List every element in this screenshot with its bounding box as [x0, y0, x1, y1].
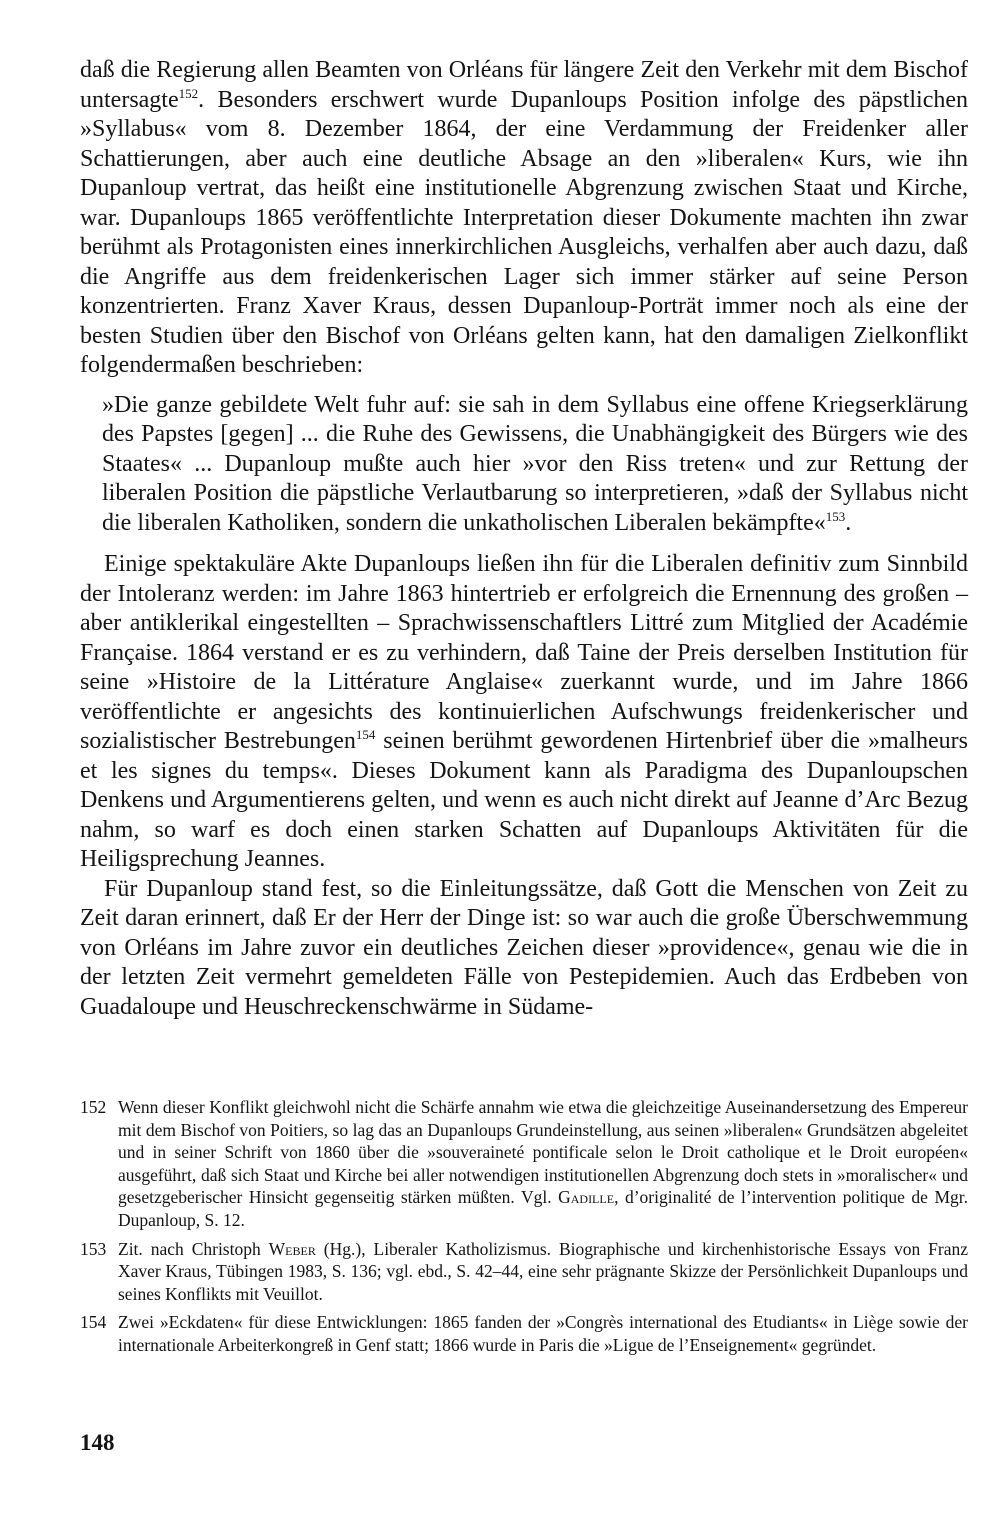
- paragraph-2-text-b: seinen berühmt gewordenen Hirtenbrief über die »malheurs et les signes du temps«. Dieses Dokument kann als Paradigma des Dupanloupschen Denkens und Argumentierens gelten, und wenn es auch nicht direkt auf Jeanne d’Arc Bezug nahm, so warf es doch einen starken Schatten auf Dupanloups Aktivitäten für die Heiligsprechung Jeannes.: [80, 728, 968, 872]
- footnote-number: 153: [80, 1238, 107, 1259]
- footnote-number: 152: [80, 1097, 107, 1117]
- footnote-text: Zit. nach Christoph: [118, 1238, 269, 1259]
- paragraph-1: [80, 56, 968, 381]
- paragraph-2-text-a: Einige spektakuläre Akte Dupanloups ließen ihn für die Liberalen definitiv zum Sinnbild der Intoleranz werden: im Jahre 1863 hintertrieb er erfolgreich die Ernennung des großen – aber antiklerikal eingestellten – Sprachwissenschaftlers Littré zum Mitglied der Académie Française. 1864 verstand er es zu verhindern, daß Taine der Preis derselben Institution für seine »Histoire de la Littérature Anglaise« zuerkannt wurde, und im Jahre 1866 veröffentlichte er angesichts des kontinuierlichen Aufschwungs freidenkerischer und sozialistischer Bestrebungen: [80, 551, 968, 754]
- footnote: [80, 1311, 968, 1356]
- footnote-text: Zwei »Eckdaten« für diese Entwicklungen: 1865 fanden der »Congrès international des Etudiants« in Liège sowie der internationale Arbeiterkongreß in Genf statt; 1866 wurde in Paris die »Ligue de l’Enseignement« gegründet.: [118, 1312, 968, 1355]
- footnote: [80, 1096, 968, 1232]
- footnote-text: Wenn dieser Konflikt gleichwohl nicht die Schärfe annahm wie etwa die gleichzeitige Auseinandersetzung des Empereur mit dem Bischof von Poitiers, so lag das an Dupanloups Grundeinstellung, aus seinen »liberalen« Grundsätzen abgeleitet und in seiner Schrift von 1860 über die »souveraineté pontificale selon le Droit catholique et le Droit européen« ausgeführt, daß sich Staat und Kirche bei aller notwendigen institutionellen Abgrenzung doch stets in »moralischer« und gesetzgeberischer Hinsicht gegenseitig stärken müßten. Vgl.: [118, 1097, 968, 1208]
- footnote-ref-154: 154: [355, 727, 376, 742]
- paragraph-3: Für Dupanloup stand fest, so die Einleitungssätze, daß Gott die Menschen von Zeit zu Zeit daran erinnert, daß Er der Herr der Dinge ist: so war auch die große Überschwemmung von Orléans im Jahre zuvor ein deutliches Zeichen dieser »providence«, genau wie die in der letzten Zeit vermehrt gemeldeten Fälle von Pestepidemien. Auch das Erdbeben von Guadaloupe und Heuschreckenschwärme in Südame-: [80, 875, 968, 1020]
- footnote-author: Weber: [268, 1238, 316, 1259]
- footnote-number: 154: [80, 1312, 107, 1333]
- paragraph-2: [80, 550, 968, 875]
- block-quote: [102, 391, 968, 539]
- main-text: [80, 56, 968, 1022]
- footnote: [80, 1238, 968, 1306]
- footnote-ref-152: 152: [178, 85, 199, 101]
- page-number: 148: [80, 1430, 115, 1455]
- footnote-text: (Hg.), Liberaler Katholizismus. Biographische und kirchenhistorische Essays von Franz Xaver Kraus, Tübingen 1983, S. 136; vgl. ebd., S. 42–44, eine sehr prägnante Skizze der Persönlichkeit Dupanloups und seines Konflikts mit Veuillot.: [118, 1238, 968, 1304]
- paragraph-1-text-a: daß die Regierung allen Beamten von Orléans für längere Zeit den Verkehr mit dem Bischof untersagte: [80, 57, 968, 113]
- footnote-text: , d’originalité de l’intervention politique de Mgr. Dupanloup, S. 12.: [118, 1187, 968, 1230]
- paragraph-1-text-b: . Besonders erschwert wurde Dupanloups Position infolge des päpstlichen »Syllabus« vom 8. Dezember 1864, der eine Verdammung der Freidenker aller Schattierungen, aber auch eine deutliche Absage an den »liberalen« Kurs, wie ihn Dupanloup vertrat, das heißt eine institutionelle Abgrenzung zwischen Staat und Kirche, war. Dupanloups 1865 veröffentlichte Interpretation dieser Dokumente machten ihn zwar berühmt als Protagonisten eines innerkirchlichen Ausgleichs, verhalfen aber auch dazu, daß die Angriffe aus dem freidenkerischen Lager sich immer stärker auf seine Person konzentrierten. Franz Xaver Kraus, dessen Dupanloup-Porträt immer noch als eine der besten Studien über den Bischof von Orléans gelten kann, hat den damaligen Zielkonflikt folgendermaßen beschrieben:: [80, 86, 968, 378]
- footnotes: [80, 1096, 968, 1363]
- block-quote-text-a: »Die ganze gebildete Welt fuhr auf: sie sah in dem Syllabus eine offene Kriegserklärung des Papstes [gegen] ... die Ruhe des Gewissens, die Unabhängigkeit des Bürgers wie des Staates« ... Dupanloup mußte auch hier »vor den Riss treten« und zur Rettung der liberalen Position die päpstliche Verlautbarung so interpretieren, »daß der Syllabus nicht die liberalen Katholiken, sondern die unkatholischen Liberalen bekämpfte«: [102, 391, 968, 536]
- footnote-ref-153: 153: [825, 508, 846, 524]
- block-quote-text-b: .: [845, 509, 852, 536]
- footnote-author: Gadille: [558, 1187, 615, 1208]
